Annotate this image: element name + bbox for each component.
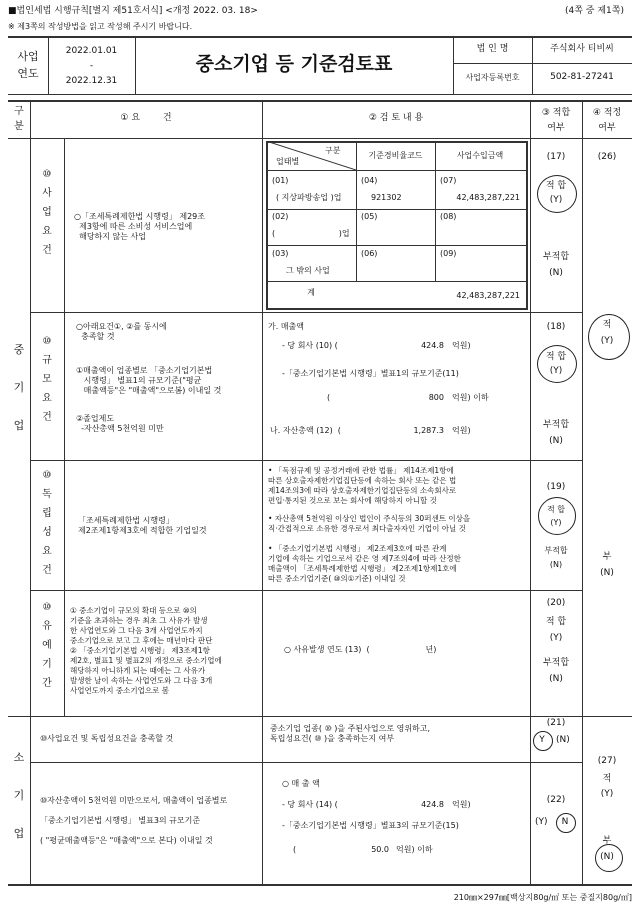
- r101-c03: (03): [272, 249, 289, 258]
- r105-content: 중소기업 업종( ⑩ )을 주된사업으로 영위하고, 독립성요건( ⑩ )을 충족하는지 여부: [270, 724, 431, 743]
- date-from: 2022.01.01: [65, 46, 118, 56]
- r102-own-unit: 억원): [452, 341, 471, 350]
- r104-n20: (20): [546, 598, 566, 608]
- r105-y: Y: [539, 735, 545, 745]
- r105-requirement: ⑩사업요건 및 독립성요건을 충족할 것: [40, 734, 174, 743]
- section-small: 소 기 업: [13, 751, 25, 840]
- form-title: 중소기업 등 기준검토표: [195, 53, 393, 75]
- r104-label: ⑩ 유 예 기 간: [42, 602, 52, 689]
- r102-own-label: - 당 회사 (10) (: [282, 341, 338, 350]
- r101-n: (N): [549, 268, 563, 278]
- r103-bullet3: • 「중소기업기본법 시행령」 제2조제3호에 따른 관계 기업에 속하는 기업으로서 같은 영 제7조의4에 따라 산정한 매출액이 「조세특례제한법 시행령」 제2조제1항제1호에 따른 중소기업기준( ⑩의①기준) 이내일 것: [268, 544, 461, 583]
- r102-req2: ①매출액이 업종별로 「중소기업기본법 시행령」 별표1의 규모기준("평균 매출액등"은 "매출액"으로봄) 이내일 것: [76, 366, 222, 395]
- r101-c01-name: ( 지상파방송업 )업: [276, 193, 342, 202]
- corp-name-value: 주식회사 티비씨: [550, 44, 614, 54]
- r101-fit: 적 합: [545, 181, 567, 191]
- r102-own-val: 424.8: [421, 341, 444, 350]
- r106-y: (Y): [535, 817, 548, 827]
- r101-requirement: ○「조세특례제한법 시행령」 제29조 제3항에 따른 소비성 서비스업에 해당하지 않는 사업: [74, 212, 205, 241]
- r105-n27: (27): [597, 756, 617, 766]
- r102-req3: ②졸업제도 -자산총액 5천억원 미만: [76, 414, 164, 433]
- r106-scale-val: 50.0: [371, 845, 389, 854]
- col-review: ② 검 토 내 용: [368, 113, 424, 123]
- r101-c04: (04): [361, 176, 378, 185]
- year-label: 사업 연도: [17, 50, 39, 80]
- date-dash: -: [89, 61, 94, 71]
- col-fit4: ④ 적정 여부: [592, 108, 622, 133]
- r103-fit-circle: [538, 497, 576, 535]
- writing-note: ※ 제3쪽의 작성방법을 읽고 작성해 주시기 바랍니다.: [8, 22, 193, 31]
- r105-n21: (21): [546, 718, 566, 728]
- r101-c07: (07): [440, 176, 457, 185]
- r102-fit-circle: [537, 345, 577, 383]
- r101-y: (Y): [549, 195, 563, 205]
- r104-unfit: 부적합: [542, 658, 570, 668]
- r106-own-unit: 억원): [452, 800, 471, 809]
- r101-c03-name: 그 밖의 사업: [286, 266, 330, 275]
- r101-hdr-gubun: 구분: [325, 146, 341, 155]
- r103-bullet1: • 「독점규제 및 공정거래에 관한 법률」 제14조제1항에 따른 상호출자제한기업집단등에 속하는 회사 또는 같은 법 제14조의3에 따라 상호출자제한기업집단등의 소속회사로 편입·통지된 것으로 보는 회사에 해당하지 아니할 것: [268, 466, 457, 505]
- r101-c09: (09): [440, 249, 457, 258]
- small-final-y: (Y): [600, 789, 614, 799]
- r102-final-fit: 적: [602, 320, 612, 330]
- r102-unfit: 부적합: [542, 420, 570, 430]
- r102-asset-val: 1,287.3: [413, 426, 444, 435]
- r101-n26: (26): [597, 152, 617, 162]
- r104-y: (Y): [549, 633, 563, 643]
- r103-label: ⑩ 독 립 성 요 건: [42, 470, 52, 576]
- r103-requirement: 「조세특례제한법 시행령」 제2조제1항제3호에 적합한 기업일것: [78, 516, 207, 535]
- r102-scale-label: -「중소기업기본법 시행령」별표1의 규모기준(11): [282, 369, 459, 378]
- r106-own-val: 424.8: [421, 800, 444, 809]
- section-sme: 중 기 업: [13, 343, 25, 432]
- r101-total-label: 계: [307, 288, 315, 297]
- r101-hdr-income: 사업수입금액: [456, 151, 504, 160]
- r101-c06: (06): [361, 249, 378, 258]
- r106-n: N: [561, 817, 569, 827]
- r102-scale-val: 800: [428, 393, 444, 402]
- r101-hdr-industry: 업태별: [276, 157, 300, 166]
- page-indicator: (4쪽 중 제1쪽): [565, 6, 624, 16]
- small-final-fit: 적: [602, 774, 612, 784]
- r101-label: ⑩ 사 업 요 건: [42, 169, 52, 256]
- r101-c02: (02): [272, 212, 289, 221]
- r104-fit: 적 합: [545, 617, 567, 627]
- r101-c05: (05): [361, 212, 378, 221]
- r102-y: (Y): [549, 366, 563, 376]
- small-final-no: 부: [602, 836, 612, 846]
- r102-label: ⑩ 규 모 요 건: [42, 336, 52, 423]
- r102-n: (N): [549, 436, 563, 446]
- r103-n: (N): [549, 560, 563, 569]
- r106-n22: (22): [546, 795, 566, 805]
- r104-n: (N): [549, 674, 563, 684]
- r106-scale-unit: 억원) 이하: [396, 845, 433, 854]
- r106-own-label: - 당 회사 (14) (: [282, 800, 338, 809]
- r103-unfit: 부적합: [544, 546, 568, 555]
- r102-sales-title: 가. 매출액: [268, 322, 304, 331]
- r102-asset-unit: 억원): [452, 426, 471, 435]
- r103-final: 부: [602, 552, 612, 562]
- r104-requirement: ① 중소기업이 규모의 확대 등으로 ⑩의 기준을 초과하는 경우 최초 그 사유가 발생 한 사업연도와 그 다음 3개 사업연도까지 중소기업으로 보고 그 후에는 매년마다 판단 ② 「중소기업기본법 시행령」 제3조제1항 제2호, 별표1 및 별표2의 개정으로 중소기업에 해당하지 아니하게 되는 때에는 그 사유가 발생한 날이 속하는 사업연도와 그 다음 3개 사업연도까지 중소기업으로 봄: [70, 606, 222, 695]
- r102-final-y: (Y): [600, 336, 614, 346]
- r106-requirement: ⑩자산총액이 5천억원 미만으로서, 매출액이 업종별로 「중소기업기본법 시행령」 별표3의 규모기준 ( "평균매출액등"은 "매출액"으로 본다) 이내일 것: [40, 796, 228, 845]
- date-to: 2022.12.31: [65, 76, 118, 86]
- paper-spec: 210㎜×297㎜[백상지80g/㎡ 또는 중질지80g/㎡]: [453, 893, 632, 902]
- r106-sales-title: ○ 매 출 액: [282, 779, 320, 788]
- biz-no-label: 사업자등록번호: [465, 73, 520, 82]
- r102-scale-open: (: [327, 393, 331, 402]
- small-final-no-n: (N): [600, 852, 614, 862]
- biz-no-value: 502-81-27241: [550, 72, 614, 82]
- r101-c07-val: 42,483,287,221: [456, 193, 520, 202]
- col-fit3: ③ 적합 여부: [541, 108, 571, 133]
- r101-c08: (08): [440, 212, 457, 221]
- r103-n19: (19): [546, 482, 566, 492]
- r102-scale-unit: 억원) 이하: [452, 393, 489, 402]
- r103-bullet2: • 자산총액 5천억원 이상인 법인이 주식등의 30퍼센트 이상을 직·간접적으로 소유한 경우로서 최다출자자인 기업이 아닐 것: [268, 514, 471, 533]
- r101-c02-name: ( )업: [272, 229, 350, 238]
- r101-c04-val: 921302: [371, 193, 402, 202]
- r102-asset-label: 나. 자산총액 (12) (: [270, 426, 341, 435]
- col-requirements: ① 요 건: [120, 113, 172, 123]
- r102-n18: (18): [546, 322, 566, 332]
- r103-y: (Y): [550, 518, 562, 527]
- r101-c01: (01): [272, 176, 289, 185]
- r102-req1: ○아래요건①, ②를 동시에 충족할 것: [76, 322, 167, 341]
- r101-hdr-code: 기준경비율코드: [368, 151, 423, 160]
- form-rule-reference: ■법인세법 시행규칙[별지 제51호서식] <개정 2022. 03. 18>: [8, 6, 258, 16]
- r101-n17: (17): [546, 152, 566, 162]
- r106-scale-label: -「중소기업기본법 시행령」별표3의 규모기준(15): [282, 821, 459, 830]
- r103-fit: 적 합: [547, 505, 565, 514]
- r101-total-val: 42,483,287,221: [456, 291, 520, 300]
- r103-final-n: (N): [600, 568, 614, 578]
- r106-scale-open: (: [293, 845, 297, 854]
- r102-fit: 적 합: [545, 352, 567, 362]
- r104-content: ○ 사유발생 연도 (13) ( 년): [284, 645, 437, 654]
- r101-unfit: 부적합: [542, 252, 570, 262]
- r105-n: (N): [556, 735, 570, 745]
- corp-name-label: 법 인 명: [476, 44, 509, 54]
- col-category: 구 분: [14, 106, 24, 132]
